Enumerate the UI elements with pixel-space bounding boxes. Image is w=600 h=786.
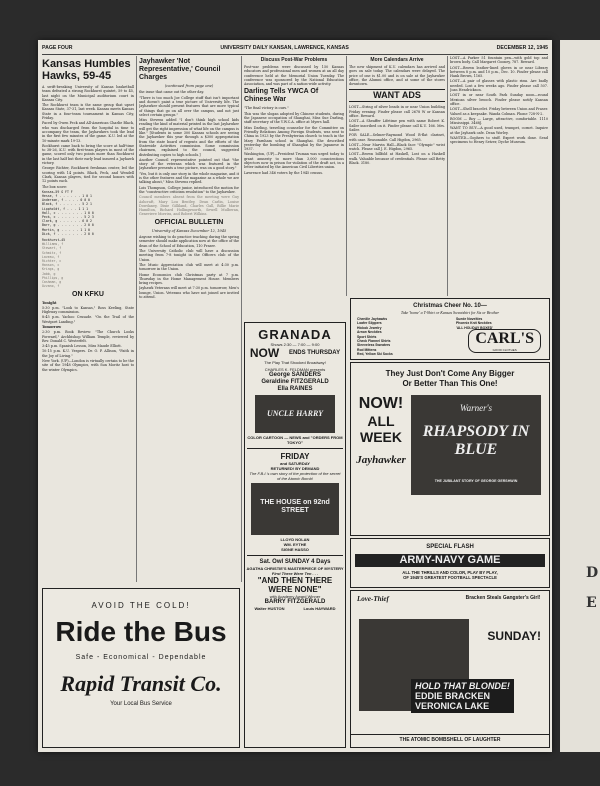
want-ad: LOST—A Parker 51 fountain pen—with gold top and brown body. Call Margaret Gooney, 787. Reward. bbox=[450, 56, 548, 65]
carls-logo-sub: GOOD CLOTHES bbox=[492, 348, 517, 352]
cheer-item: Hickok Jewelry bbox=[357, 325, 382, 330]
article-paragraph: Miss Stevens added "I don't think high school kids reading the kind of material printed in the last Jayhawker will get the right impression of what life on the campus is like." [Students in some 300 Kansas schools are seeing the Jayhawker this year through a $300 appropriation from the state board of regents and the efforts of the Statewide Activities commission. Some commission chairmen, explained to the council, suggested distributing copies to high schools.] bbox=[139, 118, 239, 157]
article-paragraph: the issue that came out the other day. bbox=[139, 90, 205, 95]
cheer-item: Loafer Slippers bbox=[357, 321, 382, 326]
blonde-film: HOLD THAT BLONDE! bbox=[415, 681, 510, 691]
newspaper-page bbox=[38, 40, 552, 752]
box-score-header: Kansas—59 G FT F bbox=[42, 189, 73, 194]
article-paragraph: Lawrence had 346 voters by the 1945 census. bbox=[244, 170, 324, 175]
box-score-row: Williams, f bbox=[42, 242, 64, 247]
want-ad: LOST—A pair of glasses with plastic rims. Are badly needed. Lost a few weeks ago. Finder please call 507. Joan Hendrickson. bbox=[450, 79, 548, 93]
blonde-steals: Bracken Steals Gangster's Girl! bbox=[465, 595, 541, 601]
article-paragraph: "The final victory is ours." bbox=[244, 106, 289, 111]
cheer-item: Rod Mittens bbox=[357, 347, 377, 352]
cheer-item: Phoenix Knit Neckties bbox=[456, 321, 492, 326]
box-score-header: Rockhurst—45 bbox=[42, 238, 66, 243]
granada-ends: ENDS THURSDAY bbox=[288, 350, 341, 356]
page-number: PAGE FOUR bbox=[42, 45, 73, 51]
granada-award: with Academy Award Winner bbox=[269, 594, 321, 599]
army-navy-game-ad bbox=[350, 538, 550, 588]
article-paragraph: Another Council representative pointed out that "the story of the veterans which was featured in the Jayhawker presents a true picture, was on a good story." bbox=[139, 157, 239, 171]
article-paragraph: A swift-breaking University of Kansas basketball team defeated a strong Rockhurst quintet, 59 to 45, last night on the Municipal auditorium court in Kansas City. bbox=[42, 85, 134, 102]
box-score-row: Black, f . . . . . . 5 2 1 bbox=[42, 202, 92, 207]
bulletin-item: Jayhawk Veterans will meet at 7:30 p.m. tomorrow, Men's lounge, Union. Veterans who have not joined are invited to attend. bbox=[139, 286, 239, 299]
film-title: UNCLE HARRY bbox=[266, 409, 324, 418]
article-paragraph: "Yes, but it is only one story in the whole magazine, and it is the other features and the magazine as a whole we are talking about," Miss Stevens replied. bbox=[139, 171, 239, 185]
news-brief: New York. (UP)—London is virtually certain to be the site of the 1948 Olympics, with Sun Moritz host to the winter Olympics. bbox=[42, 359, 134, 372]
film-title: THE HOUSE on 92nd STREET bbox=[260, 499, 330, 514]
want-ad: WANTED—Gophers to stuff. Expert work done. Send specimens to Henry Setzer, Dyche Museum. bbox=[450, 136, 548, 145]
jay-ad-line: Or Better Than This One! bbox=[402, 379, 498, 388]
column-jayhawker bbox=[139, 56, 239, 582]
granada-star: Ella RAINES bbox=[277, 386, 313, 392]
film-title: "AND THEN THERE WERE NONE" bbox=[257, 576, 333, 594]
box-score-row: Dick, f . . . . . . . 2 0 0 bbox=[42, 231, 94, 236]
headline-post-war: Discuss Post-War Problems bbox=[260, 57, 328, 63]
want-ad: LOST—Near Marvin Hall—Black face "Olympic" wrist watch. Please call J. E. Higdon, 2965. bbox=[349, 142, 445, 152]
want-ads-header: WANT ADS bbox=[349, 89, 445, 102]
jay-ad-all: ALL bbox=[367, 413, 395, 429]
box-score-row: Hall, c . . . . . . . 1 0 0 bbox=[42, 210, 94, 215]
jay-ad-week: WEEK bbox=[360, 429, 402, 445]
granada-cast: LLOYD NOLAN bbox=[280, 537, 310, 542]
cheer-item: Red, Yellow Ski Socks bbox=[357, 352, 393, 357]
article-paragraph: Council members absent from the meeting were Guy Ashcraft, Mary Lou Bentley, Dean Carlin, Louise Dowdaney, Dixie Gilliland, Charles Gall, Billie Marie Hamilton, Richard Hollingsworth, Sewell Mulberan, Genevieve Morriss, and Robert Wilkins. bbox=[139, 195, 239, 217]
jay-ad-sub: THE JUBILANT STORY OF GEORGE GERSHWIN bbox=[434, 479, 518, 483]
granada-cast: WM. EYTHE bbox=[283, 542, 307, 547]
cheer-item: Chenille Jayhawks bbox=[357, 317, 388, 321]
box-score-row: Stewart, f bbox=[42, 246, 62, 251]
granada-title: GRANADA bbox=[258, 327, 332, 342]
article-paragraph: The box score: bbox=[42, 184, 68, 189]
article-paragraph: The Rockhurst team is the same group that upset Kansas State, 37-31, last week. Kansas meets Kansas State in a four-team tournament in Kansas City, Friday. bbox=[42, 103, 134, 121]
box-score-row: Hanson, c bbox=[42, 263, 60, 268]
uncle-harry-illustration bbox=[255, 395, 335, 433]
masthead bbox=[42, 42, 548, 55]
granada-star: Louis HAYWARD bbox=[303, 606, 336, 611]
cheer-item: Arrow Neckties bbox=[357, 330, 382, 335]
schedule-item: 2:30 p.m. Book Review: "The Church Looks Forward," Archbishop William Temple, reviewed by Rev. Donald C. Westerfelt. bbox=[42, 330, 134, 343]
column-sports bbox=[42, 56, 134, 582]
army-line: ALL THE THRILLS AND COLOR, PLAY BY PLAY, bbox=[402, 570, 498, 575]
box-score-row: Laveau, f bbox=[42, 254, 60, 259]
schedule-item: 3:45 p.m. Spanish Lesson, Miss Maude Elliott. bbox=[42, 344, 122, 349]
article-paragraph: "There is too much Joe College stuff that isn't important and doesn't paint a true picture of University life. The Jayhawker should present features that are more typical of things that go on all over the campus, and not just select certain groups." bbox=[139, 95, 239, 117]
headline-darling-ywca: Darling Tells YWCA Of Chinese War bbox=[244, 88, 319, 104]
schedule-item: 5:30 p.m. "Look to Kansas," Ross Keeling, State Highway commission. bbox=[42, 305, 134, 315]
article-paragraph: The new shipment of K.U. calendars has arrived and goes on sale today. The calendars were delayed. The price of one is $1.00 and is on sale at the Jayhawker office, the Alumni office, and at some of the stores downtown. bbox=[349, 65, 445, 87]
article-paragraph: Lois Thompson, College junior, introduced the motion for the "constructive criticism resolution" to the Jayhawker. bbox=[139, 185, 239, 194]
jay-ad-film: RHAPSODY IN BLUE bbox=[422, 423, 530, 458]
rapid-transit-bus-ad bbox=[42, 588, 240, 748]
blonde-star: EDDIE BRACKEN bbox=[415, 691, 491, 701]
blonde-title-box bbox=[411, 679, 514, 713]
house-on-92nd-illustration bbox=[251, 483, 339, 535]
cheer-subtitle: Take 'home' a T-Shirt or Kansas Sweatshirt for Sis or Brother bbox=[400, 310, 500, 315]
granada-returned: RETURNED! BY DEMAND bbox=[270, 466, 320, 471]
rhapsody-in-blue-illustration bbox=[411, 395, 541, 495]
bulletin-item: The University Catholic club will have a discussion meeting from 7-8 tonight in the Officers club of the Union. bbox=[139, 249, 239, 262]
adjacent-page-letter: E bbox=[586, 595, 597, 611]
jay-ad-theatre: Jayhawker bbox=[356, 454, 406, 466]
box-score-row: Cashman, g bbox=[42, 280, 62, 285]
want-ad: LOST—Brown leather-lined gloves in or near Library between 8 p.m. and 10 p.m., Dec. 10. Finder please call Hank Brown, 1165. bbox=[450, 65, 548, 79]
schedule-label: Tomorrow bbox=[42, 324, 61, 329]
box-score-row: Krings, g bbox=[42, 267, 60, 272]
column-rule bbox=[447, 56, 448, 296]
bus-ad-footer: Your Local Bus Service bbox=[110, 701, 172, 707]
box-score-row: Phillips, g bbox=[42, 275, 64, 280]
want-ad: LOST—String of silver beads in or near Union building Friday evening. Finder please call 2678 W or Kansan office. Reward. bbox=[349, 105, 445, 119]
headline-jayhawker: Jayhawker 'Not Representative,' Council Charges bbox=[139, 58, 221, 81]
want-ad: LOST—Brown billfold at Haskell, Lost on a Haskell walk. Valuable because of credentials. Please call Betty Black. 3180. bbox=[349, 152, 445, 166]
granada-now: NOW bbox=[249, 346, 280, 360]
article-paragraph: Rockhurst came back to bring the score at half-time to 38-26, K.U. with first-team players in most of the game, scored only two points more than Rockhurst in the last half but their early lead insured a Jayhawk victory. bbox=[42, 143, 134, 166]
headline-on-kfku: ON KFKU bbox=[72, 290, 104, 298]
granada-agatha: AGATHA CHRISTIE'S MASTERPIECE OF MYSTERY bbox=[246, 566, 344, 571]
army-title: ARMY-NAVY GAME bbox=[355, 554, 545, 567]
carls-logo bbox=[468, 329, 541, 353]
article-paragraph: Post-war problems were discussed by 150 Kansas educators and professional men and women at an all day conference held at the Memorial Union Tuesday. The conference was sponsored by the National Education Association, and was part of a nation-wide activity. bbox=[244, 65, 344, 87]
granada-fbi-blurb: The F.B.I.'s own story of the protection of the secret of the Atomic Bomb! bbox=[249, 471, 341, 481]
granada-extras: COLOR CARTOON — NEWS and "ORDERS FROM TOKYO" bbox=[247, 435, 343, 445]
jayhawker-theatre-ad bbox=[350, 362, 550, 536]
box-score-row: Peck, c . . . . . . . 5 2 3 bbox=[42, 215, 94, 220]
article-paragraph: Washington, (UP)—President Truman was urged today to grant amnesty to more than 3,000 conscientious objectors now in prison for violation of the draft act, in a letter initiated by the American Civil Liberties union. bbox=[244, 152, 344, 170]
granada-star: Geraldine FITZGERALD bbox=[261, 379, 329, 385]
column-want-ads-2 bbox=[450, 56, 548, 296]
granada-star: George SANDERS bbox=[268, 372, 321, 378]
box-score-row: Hesse, f . . . . . . 1 0 1 bbox=[42, 194, 92, 199]
granada-saturday: and SATURDAY bbox=[280, 461, 310, 466]
bulletin-item: Anyone wishing to do practice teaching during the spring semester should make application now at the office of the dean of the School of Education, 110 Fraser. bbox=[139, 235, 239, 248]
army-line: OF 1945'S GREATEST FOOTBALL SPECTACLE bbox=[403, 575, 497, 581]
box-score-row: Lippholdt, f . . . 1 1 1 bbox=[42, 206, 89, 211]
adjacent-page-edge bbox=[560, 40, 600, 752]
box-score-row: Anderson, f . . . . 0 0 0 bbox=[42, 198, 90, 203]
box-score-table bbox=[42, 190, 134, 289]
bus-ad-tagline: Safe - Economical - Dependable bbox=[75, 654, 207, 661]
carls-logo-text: CARL'S bbox=[475, 330, 534, 347]
box-score-row: Jabb, g bbox=[42, 271, 56, 276]
army-flash: SPECIAL FLASH bbox=[426, 544, 474, 550]
column-rule bbox=[136, 56, 137, 582]
column-rule bbox=[241, 56, 242, 582]
box-score-row: Schmitz, f bbox=[42, 250, 62, 255]
blonde-footer: THE ATOMIC BOMBSHELL OF LAUGHTER bbox=[351, 734, 549, 743]
granada-sunday: Sat. Owl SUNDAY 4 Days bbox=[259, 559, 331, 565]
granada-showtimes: Shows 2:30 — 7:00 — 9:00 bbox=[270, 342, 320, 347]
cheer-item: Suede Novelties bbox=[456, 317, 483, 321]
adjacent-page-letter: D bbox=[586, 565, 599, 581]
cheer-item: Sleeveless Sweaters bbox=[357, 343, 391, 348]
want-ad: WANT TO BUY—A good used, trumpet, cornet. Inquire at the Jayhawk cafe. Dean Worley. bbox=[450, 126, 548, 135]
headline-kansas-humbles: Kansas Humbles Hawks, 59-45 bbox=[42, 58, 131, 82]
blonde-love: Love-Thief bbox=[357, 595, 389, 603]
want-ad: FOR SALE—Selmer-Raymond Wood B-flat clarinet, with case. Reasonable. Call Higdon, 2965. bbox=[349, 133, 445, 142]
issue-date: DECEMBER 12, 1945 bbox=[496, 45, 548, 51]
granada-first: First There Were Ten . . . bbox=[271, 571, 319, 576]
article-paragraph: Paced by Owen Peck and All-American Charlie Black, who was discharged from the hospital in time to accompany the team, the Jayhawkers took the lead in the first few minutes of the game. K.U. led at the 10-minute mark 19-13. bbox=[42, 121, 134, 143]
paper-title: UNIVERSITY DAILY KANSAN, LAWRENCE, KANSAS bbox=[220, 45, 349, 51]
bus-ad-company: Rapid Transit Co. bbox=[60, 671, 222, 696]
jay-ad-studio: Warner's bbox=[459, 403, 493, 413]
article-paragraph: This was the slogan adopted by Chinese students, during the Japanese occupation of Shanghai, Miss Sue Darling, staff secretary of the Y.W.C.A. office at Myers hall. bbox=[244, 111, 344, 125]
headline-calendars: More Calendars Arrive bbox=[370, 57, 424, 63]
continued-note: (continued from page one) bbox=[164, 84, 214, 88]
blonde-sunday: SUNDAY! bbox=[487, 629, 541, 643]
bulletin-item: Home Economics club Christmas party at 7 p.m. Thursday in the Home Management House. Members bring recipes. bbox=[139, 272, 239, 286]
article-paragraph: George Richter, Rockhurst freshman center, led the scoring with 14 points. Black, Peck, and Wendell Clark, Kansas players, tied for second honors with 12 points each. bbox=[42, 166, 134, 184]
jay-ad-line: They Just Don't Come Any Bigger bbox=[385, 369, 515, 378]
schedule-item: 10:15 p.m. K.U. Vespers. Dr. O. P. Allison, "Faith in the Joy of Living." bbox=[42, 349, 134, 358]
box-score-row: Ozzano, f bbox=[42, 284, 60, 289]
granada-tagline: The Play That Shocked Broadway! bbox=[264, 360, 326, 365]
box-score-row: Clark, g . . . . . . 6 0 2 bbox=[42, 219, 92, 224]
granada-friday: FRIDAY bbox=[280, 452, 310, 461]
want-ad: ROOM — Boy — Large, attractive, comfortable. 1110 Mississippi. 3468J. bbox=[450, 116, 548, 126]
blonde-star: VERONICA LAKE bbox=[415, 701, 490, 711]
cheer-item: Sport Shirts bbox=[357, 334, 377, 339]
box-score-row: Martin, g . . . . . 1 1 0 bbox=[42, 227, 90, 232]
cheer-title: Christmas Cheer No. 10— bbox=[413, 303, 487, 309]
column-ywca bbox=[244, 56, 344, 320]
schedule-item: 8:45 p.m. Yachoo Crusade. "On the Trail of the Westport Landing." bbox=[42, 315, 134, 324]
cheer-item: 'ALL HOLIDAY BOXED' bbox=[456, 325, 493, 330]
cheer-item: Check Flannel Shirts bbox=[357, 339, 391, 344]
granada-theatre-ad bbox=[244, 322, 346, 748]
bulletin-subtitle: University of Kansas December 12, 1945 bbox=[151, 228, 227, 233]
schedule-label: Tonight bbox=[42, 300, 57, 305]
carls-christmas-ad bbox=[350, 298, 550, 360]
bus-ad-headline: Ride the Bus bbox=[55, 616, 227, 647]
column-rule bbox=[346, 56, 347, 296]
box-score-row: Barr, g . . . . . . . 2 0 0 bbox=[42, 223, 94, 228]
column-want-ads bbox=[349, 56, 445, 296]
want-ad: LOST—Shell bracelet. Friday between Union and Fraser. Valued as a keepsake. Wanda Colman. Phone 728-N-2. bbox=[450, 107, 548, 116]
granada-cast: SIGNE HASSO bbox=[281, 547, 309, 552]
box-score-row: Richter, c bbox=[42, 259, 62, 264]
want-ad: LOST—A Sheaffer Lifetime pen with name Robert K. Sailer inscribed on it. Finder please call K.U. 166. Mrs. Sailer. bbox=[349, 119, 445, 132]
jay-ad-now: NOW! bbox=[358, 395, 404, 412]
hold-that-blonde-ad bbox=[350, 590, 550, 748]
headline-official-bulletin: OFFICIAL BULLETIN bbox=[154, 218, 224, 226]
granada-star: BARRY FITZGERALD bbox=[264, 599, 326, 605]
granada-star: Walter HUSTON bbox=[254, 606, 285, 611]
bus-ad-top: AVOID THE COLD! bbox=[91, 601, 191, 610]
granada-presenter: CHARLES K. FELDMAN presents bbox=[264, 367, 326, 372]
bulletin-item: The Music Appreciation club will meet at 4:30 p.m. tomorrow in the Union. bbox=[139, 262, 239, 272]
want-ad: LOST in or near South Park Sunday noon—round Mexican silver brooch. Finder please notify Kansan office. bbox=[450, 93, 548, 106]
article-paragraph: Miss Darling, traveling counselor for the Committee on Friendly Relations Among Foreign Students, was sent to China in 1923 by the Presbyterian church to teach in the Mary Farnham school in Shanghai. She described yesterday the bombing of Shanghai by the Japanese in 1937. bbox=[244, 125, 344, 152]
